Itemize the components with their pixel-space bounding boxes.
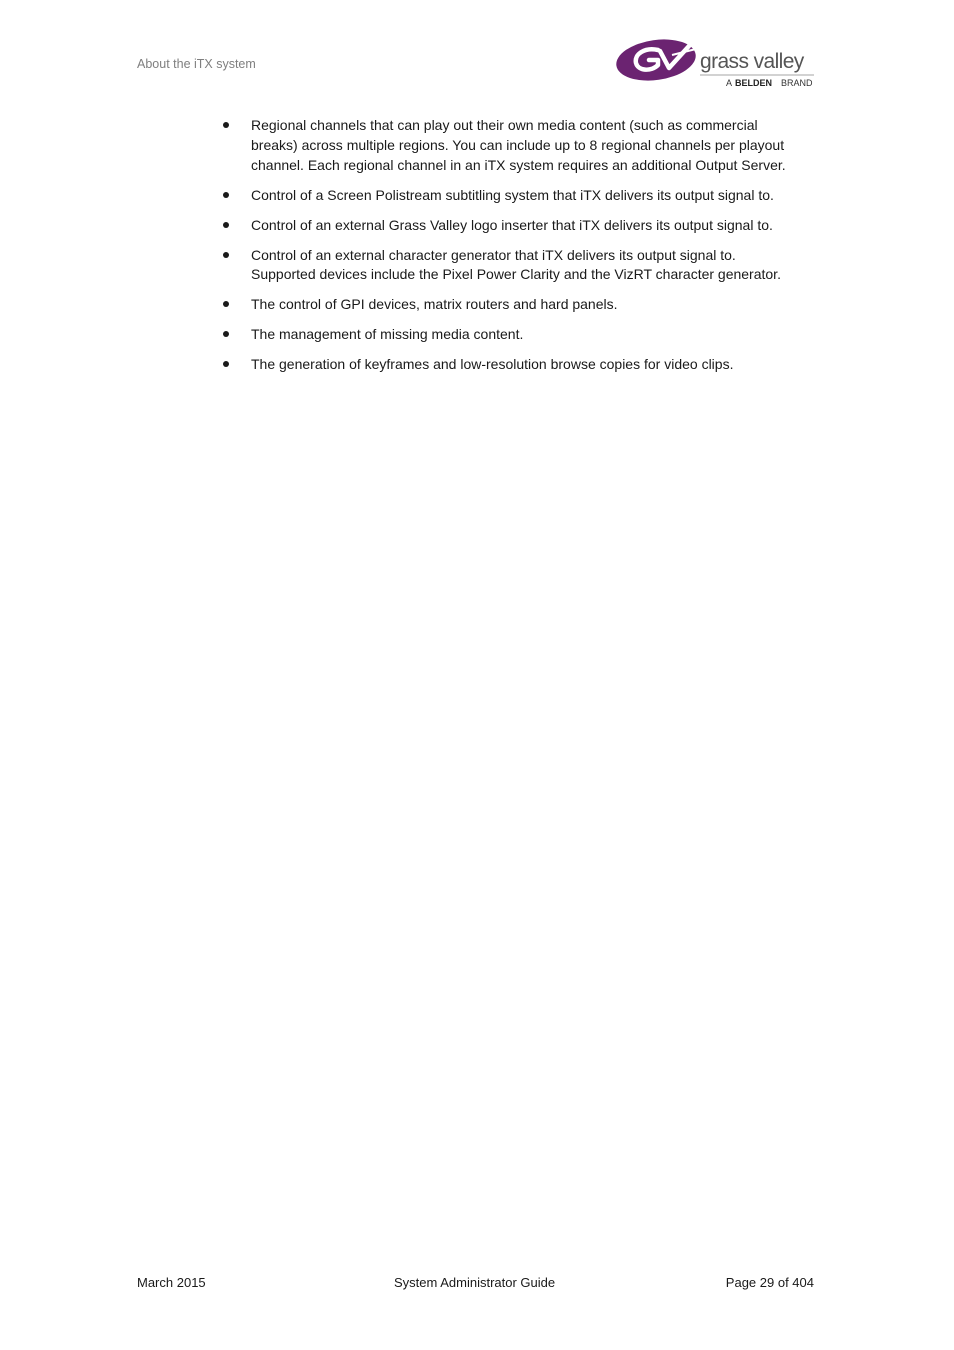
- footer-date: March 2015: [137, 1275, 206, 1290]
- bullet-icon: [223, 122, 229, 128]
- svg-text:grass valley: grass valley: [700, 50, 804, 73]
- list-item-line: Control of a Screen Polistream subtitling system that iTX delivers its output signal to.: [251, 186, 774, 203]
- bullet-icon: [223, 252, 229, 258]
- list-item-line: The control of GPI devices, matrix routers and hard panels.: [251, 296, 618, 313]
- list-item: [222, 186, 822, 206]
- svg-text:A: A: [726, 78, 733, 88]
- list-item: [222, 295, 822, 315]
- list-item-line: The generation of keyframes and low-resolution browse copies for video clips.: [251, 356, 734, 373]
- list-item: [222, 325, 822, 345]
- footer-doc-title: System Administrator Guide: [394, 1275, 556, 1290]
- list-item: [222, 216, 822, 236]
- feature-list: [222, 116, 822, 385]
- grass-valley-logo: [614, 37, 818, 91]
- svg-text:BRAND: BRAND: [781, 78, 813, 88]
- running-header: About the iTX system: [137, 57, 256, 71]
- bullet-icon: [223, 222, 229, 228]
- bullet-icon: [223, 301, 229, 307]
- list-item-line: Control of an external Grass Valley logo inserter that iTX delivers its output signal to.: [251, 216, 773, 233]
- list-item-line: Control of an external character generator that iTX delivers its output signal to.: [251, 246, 736, 263]
- list-item-line: channel. Each regional channel in an iTX system requires an additional Output Server.: [251, 156, 786, 173]
- list-item-line: Supported devices include the Pixel Power Clarity and the VizRT character generator.: [251, 266, 781, 283]
- bullet-icon: [223, 331, 229, 337]
- list-item-line: Regional channels that can play out their own media content (such as commercial: [251, 117, 758, 133]
- bullet-icon: [223, 361, 229, 367]
- svg-text:BELDEN: BELDEN: [735, 78, 773, 88]
- list-item: [222, 355, 822, 375]
- list-item: [222, 116, 822, 175]
- list-item-line: The management of missing media content.: [251, 326, 524, 343]
- footer-page-number: Page 29 of 404: [725, 1275, 814, 1290]
- list-item: [222, 246, 822, 286]
- bullet-icon: [223, 192, 229, 198]
- list-item-line: breaks) across multiple regions. You can include up to 8 regional channels per playout: [251, 136, 785, 153]
